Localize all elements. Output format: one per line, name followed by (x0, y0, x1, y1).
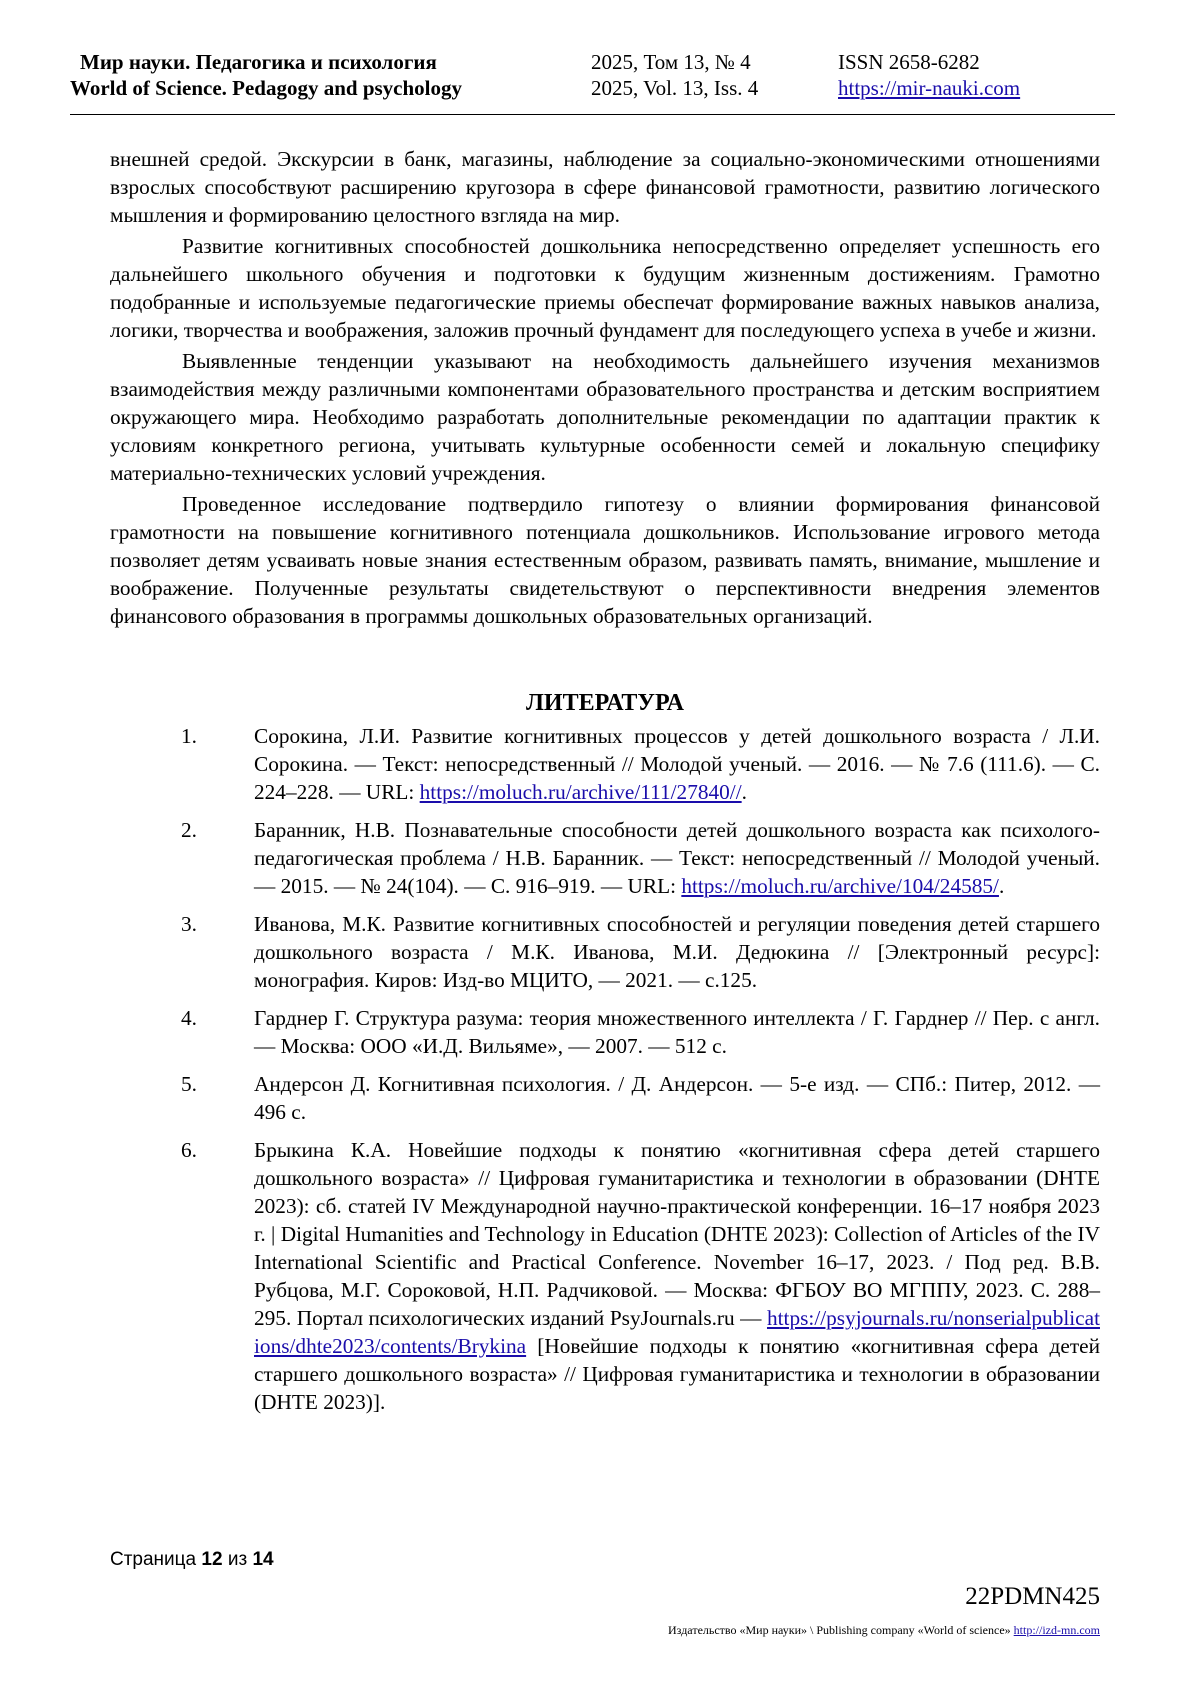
reference-item (110, 722, 1100, 806)
paragraph: Развитие когнитивных способностей дошкольника непосредственно определяет успешность его дальнейшего школьного обучения и подготовки к будущим жизненным достижениям. Грамотно подобранные и используемые педагогические приемы обеспечат формирование важных навыков анализа, логики, творчества и воображения, заложив прочный фундамент для последующего успеха в учебе и жизни. (110, 234, 1100, 342)
reference-number: 5. (181, 1072, 197, 1096)
reference-number: 6. (181, 1138, 197, 1162)
reference-number: 3. (181, 912, 197, 936)
publisher-text: Издательство «Мир науки» \ Publishing company «World of science» (668, 1623, 1014, 1637)
page-mid: из (222, 1549, 253, 1570)
reference-text: Андерсон Д. Когнитивная психология. / Д. Андерсон. — 5-е изд. — СПб.: Питер, 2012. — 496 с. (254, 1072, 1100, 1124)
reference-item (110, 816, 1100, 900)
paragraph: Выявленные тенденции указывают на необходимость дальнейшего изучения механизмов взаимодействия между различными компонентами образовательного пространства и детским восприятием окружающего мира. Необходимо разработать дополнительные рекомендации по адаптации практик к условиям конкретного региона, учитывать культурные особенности семей и локальную специфику материально-технических условий учреждения. (110, 349, 1100, 485)
reference-tail: [Новейшие подходы к понятию «когнитивная сфера детей старшего дошкольного возраста» // Цифровая гуманитаристика и технологии в образовании (DHTE 2023)]. (254, 1334, 1100, 1414)
reference-number: 1. (181, 724, 197, 748)
reference-text: Брыкина К.А. Новейшие подходы к понятию «когнитивная сфера детей старшего дошкольного возраста» // Цифровая гуманитаристика и технологии в образовании (DHTE 2023): сб. статей IV Международной научно-практической конференции. 16–17 ноября 2023 г. | Digital Humanities and Technology in Education (DHTE 2023): Collection of Articles of the IV International Scientific and Practical Conference. November 16–17, 2023. / Под ред. В.В. Рубцова, М.Г. Сороковой, Н.П. Радчиковой. — Москва: ФГБОУ ВО МГППУ, 2023. С. 288–295. Портал психологических изданий PsyJournals.ru — (254, 1138, 1100, 1330)
publisher-link[interactable]: http://izd-mn.com (1013, 1623, 1100, 1637)
issue-info-ru: 2025, Том 13, № 4 (591, 50, 751, 74)
reference-link[interactable]: https://moluch.ru/archive/104/24585/ (681, 874, 999, 898)
reference-text: Иванова, М.К. Развитие когнитивных способностей и регуляции поведения детей старшего дошкольного возраста / М.К. Иванова, М.И. Дедюкина // [Электронный ресурс]: монография. Киров: Изд-во МЦИТО, — 2021. — с.125. (254, 912, 1100, 992)
article-code: 22PDMN425 (965, 1583, 1100, 1610)
reference-item (110, 1070, 1100, 1126)
reference-list (110, 722, 1100, 1416)
reference-text: Баранник, Н.В. Познавательные способности детей дошкольного возраста как психолого-педагогическая проблема / Н.В. Баранник. — Текст: непосредственный // Молодой ученый. — 2015. — № 24(104). — С. 916–919. — URL: (254, 818, 1100, 898)
page-total: 14 (252, 1549, 274, 1570)
reference-number: 4. (181, 1006, 197, 1030)
reference-number: 2. (181, 818, 197, 842)
running-header (70, 52, 1115, 115)
references-heading: ЛИТЕРАТУРА (526, 690, 684, 716)
journal-title-en: World of Science. Pedagogy and psychology (70, 76, 463, 100)
reference-item (110, 910, 1100, 994)
reference-tail: . (998, 874, 1005, 898)
paragraph: внешней средой. Экскурсии в банк, магазины, наблюдение за социально-экономическими отношениями взрослых способствуют расширению кругозора в сфере финансовой грамотности, развитию логического мышления и формированию целостного взгляда на мир. (110, 147, 1100, 227)
reference-item (110, 1004, 1100, 1060)
reference-text: Сорокина, Л.И. Развитие когнитивных процессов у детей дошкольного возраста / Л.И. Сорокина. — Текст: непосредственный // Молодой ученый. — 2016. — № 7.6 (111.6). — С. 224–228. — URL: (254, 724, 1100, 804)
journal-url-link[interactable]: https://mir-nauki.com (838, 76, 1021, 100)
paragraph: Проведенное исследование подтвердило гипотезу о влиянии формирования финансовой грамотности на повышение когнитивного потенциала дошкольников. Использование игрового метода позволяет детям усваивать новые знания естественным образом, развивать память, внимание, мышление и воображение. Полученные результаты свидетельствуют о перспективности внедрения элементов финансового образования в программы дошкольных образовательных организаций. (110, 492, 1100, 628)
reference-item (110, 1136, 1100, 1416)
reference-link[interactable]: https://psyjournals.ru/nonserialpublications/dhte2023/contents/Brykina (254, 1306, 1100, 1358)
reference-link[interactable]: https://moluch.ru/archive/111/27840// (419, 780, 742, 804)
page-current: 12 (201, 1549, 223, 1570)
reference-text: Гарднер Г. Структура разума: теория множественного интеллекта / Г. Гарднер // Пер. с англ. — Москва: ООО «И.Д. Вильяме», — 2007. — 512 с. (254, 1006, 1100, 1058)
issn: ISSN 2658-6282 (838, 50, 980, 74)
journal-title-ru: Мир науки. Педагогика и психология (80, 50, 437, 74)
article-body (110, 145, 1100, 1426)
reference-tail: . (741, 780, 747, 804)
page-number (110, 1548, 274, 1572)
page-prefix: Страница (110, 1549, 202, 1570)
issue-info-en: 2025, Vol. 13, Iss. 4 (591, 76, 759, 100)
publisher-line (668, 1623, 1100, 1637)
